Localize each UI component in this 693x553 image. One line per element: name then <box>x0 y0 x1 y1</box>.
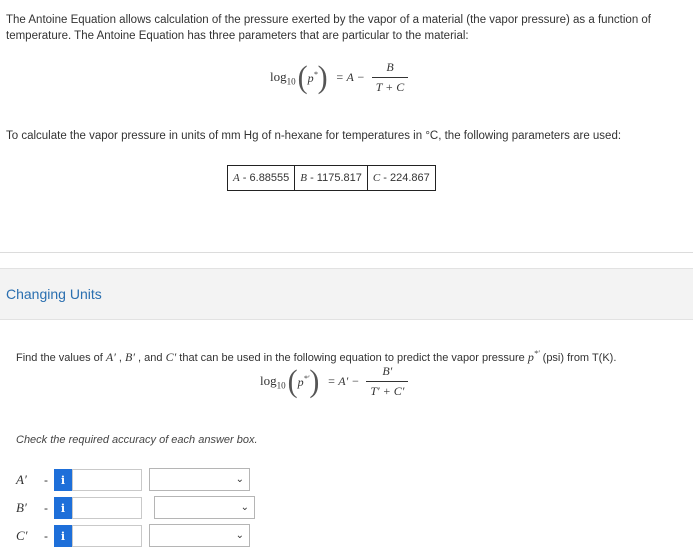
converted-equation: $\log_{10}$ ( p*′ ) = A′ − $\frac{B'}{T' + C'}$ <box>260 364 408 399</box>
equation2-rhs: = A′ − <box>327 374 360 388</box>
antoine-equation: $\log_{10}$ ( p* ) = A − $\frac{B}{T + C}$ <box>270 60 408 95</box>
equation2-fraction: $\frac{B'}{T' + C'}$ <box>366 364 408 399</box>
unit-select-b[interactable] <box>154 496 255 519</box>
p-prime-symbol: p*′ <box>297 373 310 389</box>
equation-rhs: = A − <box>335 70 365 84</box>
intro-paragraph: The Antoine Equation allows calculation of the pressure exerted by the vapor of a material (the vapor pressure) as a function of temperature. The Antoine Equation has three parameters that are particular to the material: <box>6 14 652 42</box>
answer-input-b[interactable] <box>72 497 142 519</box>
parameters-table <box>227 165 436 191</box>
answer-row-c: C′ - i <box>16 525 142 547</box>
unit-select-c[interactable] <box>149 524 250 547</box>
chevron-down-icon: ⌄ <box>235 530 244 541</box>
param-c: C - 224.867 <box>372 172 430 184</box>
p-symbol: p* <box>307 69 318 85</box>
answer-row-b: B′ - i <box>16 497 142 519</box>
divider <box>0 252 693 253</box>
answer-label-c: C′ <box>16 528 28 543</box>
param-b: B - 1175.817 <box>295 166 368 190</box>
info-icon[interactable]: i <box>54 469 72 491</box>
equation-fraction: $\frac{B}{T + C}$ <box>372 60 409 95</box>
info-icon[interactable]: i <box>54 497 72 519</box>
log-label: $\log_{10}$ <box>270 68 296 87</box>
log-label-2: $\log_{10}$ <box>260 372 286 391</box>
chevron-down-icon: ⌄ <box>235 474 244 485</box>
section-header <box>0 268 693 320</box>
question-text: Find the values of A′ , B′ , and C′ that can be used in the following equation to predict the vapor pressure p*′ (psi) from T(K). <box>16 349 617 364</box>
section-title: Changing Units <box>6 286 102 302</box>
answer-row-a: A′ - i <box>16 469 142 491</box>
param-a: A - 6.88555 <box>228 166 295 190</box>
answer-label-a: A′ <box>16 472 27 487</box>
accuracy-note: Check the required accuracy of each answer box. <box>16 434 258 446</box>
info-icon[interactable]: i <box>54 525 72 547</box>
units-paragraph: To calculate the vapor pressure in units of mm Hg of n-hexane for temperatures in °C, the following parameters are used: <box>6 130 622 142</box>
unit-select-a[interactable] <box>149 468 250 491</box>
chevron-down-icon: ⌄ <box>240 502 249 513</box>
answer-label-b: B′ <box>16 500 27 515</box>
answer-input-c[interactable] <box>72 525 142 547</box>
answer-input-a[interactable] <box>72 469 142 491</box>
